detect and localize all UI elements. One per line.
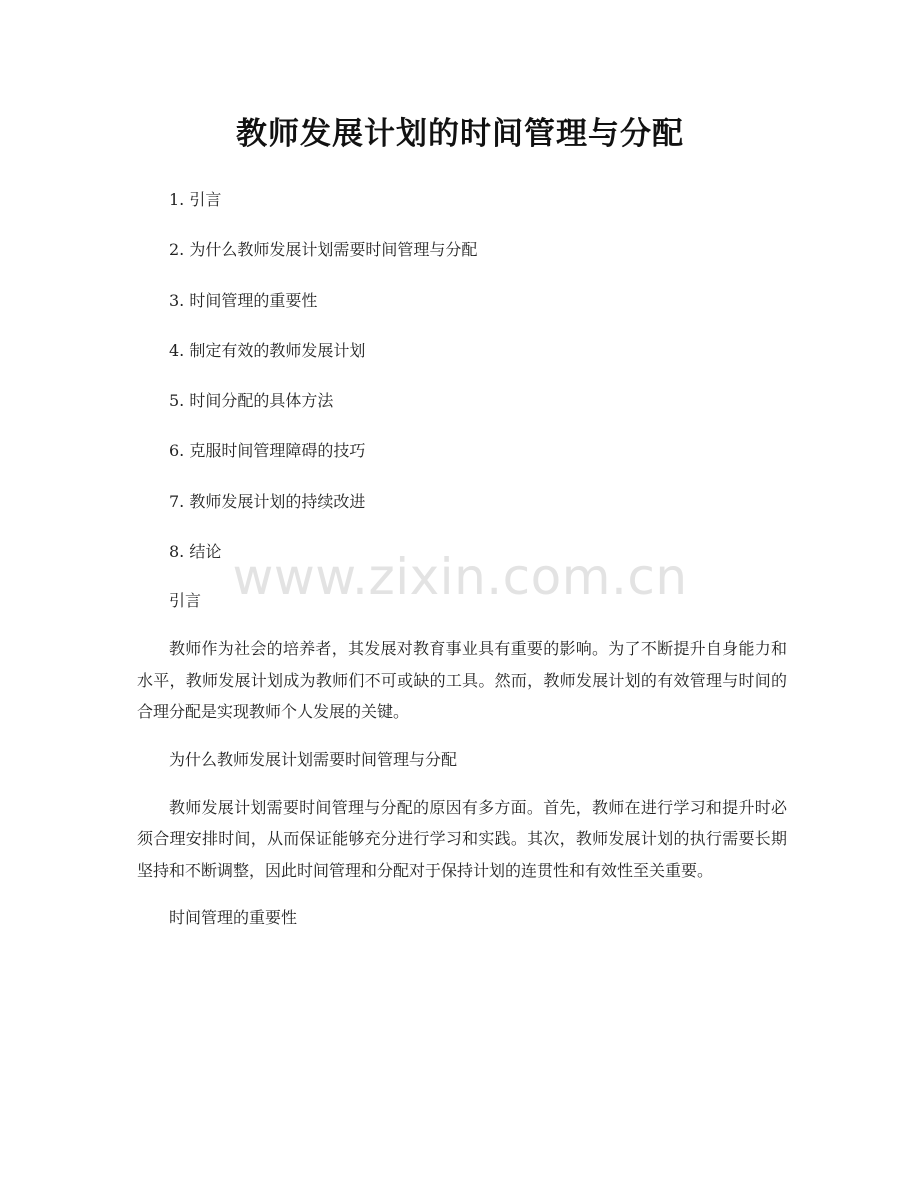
toc-item: 4. 制定有效的教师发展计划	[169, 340, 366, 360]
section-paragraph-intro: 教师作为社会的培养者，其发展对教育事业具有重要的影响。为了不断提升自身能力和水平，教师发展计划成为教师们不可或缺的工具。然而，教师发展计划的有效管理与时间的合理分配是实现教师个人发展的关键。	[137, 639, 787, 721]
watermark: www.zixin.com.cn	[232, 548, 688, 606]
toc-item: 7. 教师发展计划的持续改进	[169, 491, 366, 511]
section-heading-why: 为什么教师发展计划需要时间管理与分配	[169, 749, 458, 769]
toc-item: 3. 时间管理的重要性	[169, 290, 318, 310]
toc-item: 6. 克服时间管理障碍的技巧	[169, 441, 366, 461]
toc-item: 5. 时间分配的具体方法	[169, 391, 334, 411]
section-heading-intro: 引言	[169, 591, 202, 610]
section-heading-importance: 时间管理的重要性	[169, 908, 298, 927]
table-of-contents	[169, 186, 477, 588]
toc-item: 8. 结论	[169, 542, 222, 562]
toc-item: 2. 为什么教师发展计划需要时间管理与分配	[169, 240, 478, 260]
section-paragraph-why: 教师发展计划需要时间管理与分配的原因有多方面。首先，教师在进行学习和提升时必须合理安排时间，从而保证能够充分进行学习和实践。其次，教师发展计划的执行需要长期坚持和不断调整，因此时间管理和分配对于保持计划的连贯性和有效性至关重要。	[137, 797, 787, 880]
toc-item: 1. 引言	[169, 190, 222, 209]
document-title: 教师发展计划的时间管理与分配	[236, 116, 684, 152]
document-body	[137, 587, 787, 932]
